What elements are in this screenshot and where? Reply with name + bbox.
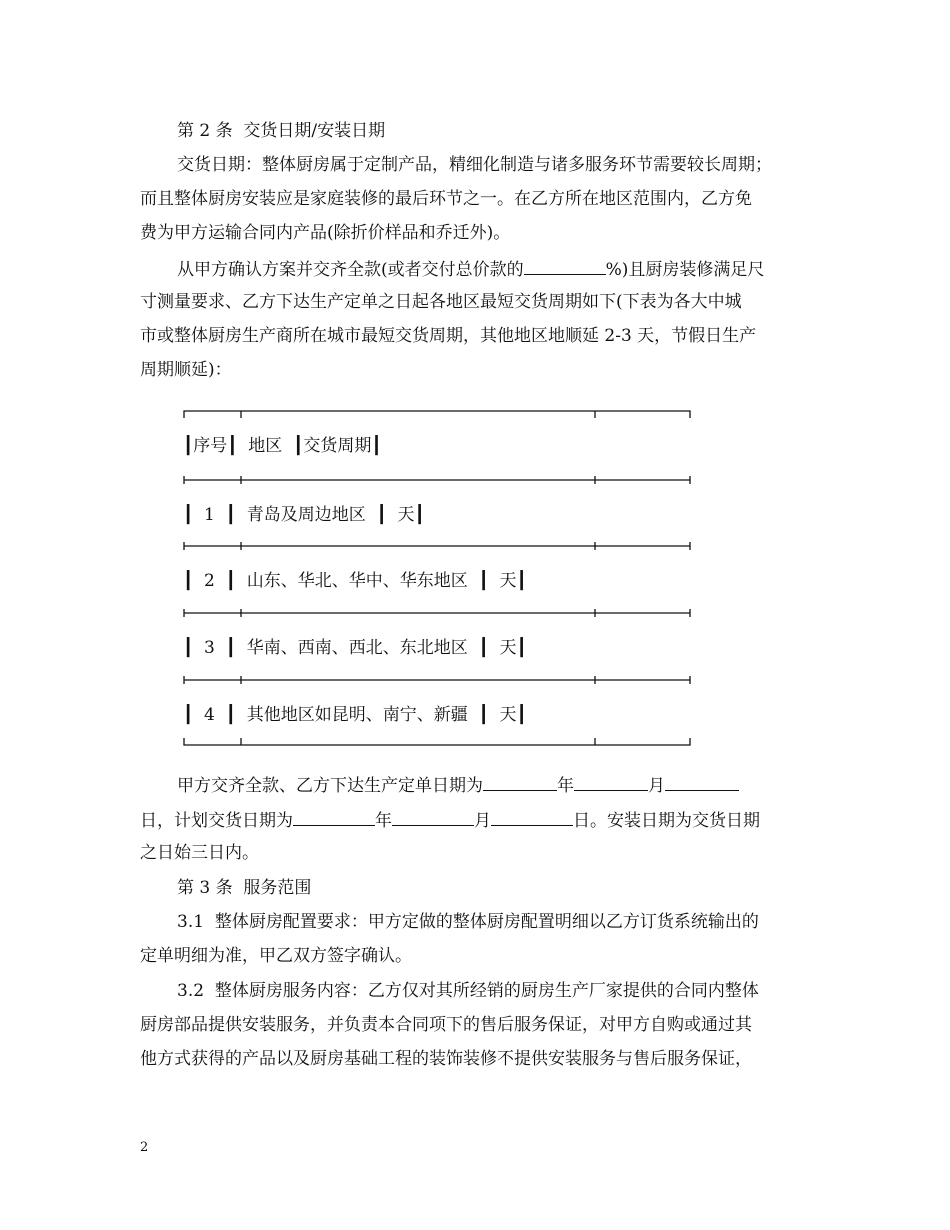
month-label: 月	[648, 776, 665, 796]
year-blank	[483, 774, 557, 791]
table-divider	[183, 676, 691, 684]
page-number: 2	[140, 1140, 149, 1155]
table-header: ┃序号┃ 地区 ┃交货周期┃	[183, 436, 382, 456]
para3-line2-a: 日，计划交货日期为	[140, 811, 293, 831]
table-divider	[183, 609, 691, 617]
plan-month-label: 月	[474, 811, 491, 831]
para4-line1: 3.1 整体厨房配置要求：甲方定做的整体厨房配置明细以乙方订货系统输出的	[177, 912, 759, 932]
plan-year-label: 年	[375, 811, 392, 831]
month-blank	[574, 774, 648, 791]
para5-line3: 他方式获得的产品以及厨房基础工程的装饰装修不提供安装服务与售后服务保证，	[140, 1049, 752, 1069]
percent-blank	[524, 258, 606, 275]
para3-line1	[177, 774, 739, 796]
table-row: ┃ 2 ┃ 山东、华北、华中、华东地区 ┃ 天┃	[183, 571, 527, 591]
para2-line1-a: 从甲方确认方案并交齐全款(或者交付总价款的	[177, 260, 524, 280]
para3-line1-a: 甲方交齐全款、乙方下达生产定单日期为	[177, 776, 483, 796]
plan-day-blank	[491, 809, 573, 826]
day-blank	[665, 774, 739, 791]
para3-line3: 之日始三日内。	[140, 843, 259, 863]
table-row: ┃ 4 ┃ 其他地区如昆明、南宁、新疆 ┃ 天┃	[183, 705, 527, 725]
para2-line1-b: %)且厨房装修满足尺	[605, 260, 765, 280]
year-label: 年	[557, 776, 574, 796]
para4-line2: 定单明细为准，甲乙双方签字确认。	[140, 946, 412, 966]
table-row: ┃ 1 ┃ 青岛及周边地区 ┃ 天┃	[183, 505, 425, 525]
table-divider	[183, 542, 691, 550]
plan-month-blank	[392, 809, 474, 826]
article-3-title: 第 3 条 服务范围	[177, 878, 312, 898]
table-top-border	[183, 410, 691, 418]
para1-line3: 费为甲方运输合同内产品(除折价样品和乔迁外)。	[140, 223, 511, 243]
article-2-title: 第 2 条 交货日期/安装日期	[177, 121, 386, 141]
para3-line2	[140, 809, 760, 831]
table-row: ┃ 3 ┃ 华南、西南、西北、东北地区 ┃ 天┃	[183, 638, 527, 658]
para5-line1: 3.2 整体厨房服务内容：乙方仅对其所经销的厨房生产厂家提供的合同内整体	[177, 981, 759, 1001]
para2-line3: 市或整体厨房生产商所在城市最短交货周期，其他地区地顺延 2-3 天，节假日生产	[140, 326, 757, 346]
para5-line2: 厨房部品提供安装服务，并负责本合同项下的售后服务保证，对甲方自购或通过其	[140, 1015, 752, 1035]
para1-line2: 而且整体厨房安装应是家庭装修的最后环节之一。在乙方所在地区范围内，乙方免	[140, 189, 752, 209]
para2-line4: 周期顺延)：	[140, 360, 232, 380]
table-divider	[183, 476, 691, 484]
table-bottom-border	[183, 738, 691, 746]
para1-line1: 交货日期：整体厨房属于定制产品，精细化制造与诸多服务环节需要较长周期；	[177, 155, 772, 175]
para2-line2: 寸测量要求、乙方下达生产定单之日起各地区最短交货周期如下(下表为各大中城	[140, 292, 742, 312]
para3-line2-end: 日。安装日期为交货日期	[573, 811, 760, 831]
para2-line1	[177, 258, 764, 280]
plan-year-blank	[293, 809, 375, 826]
